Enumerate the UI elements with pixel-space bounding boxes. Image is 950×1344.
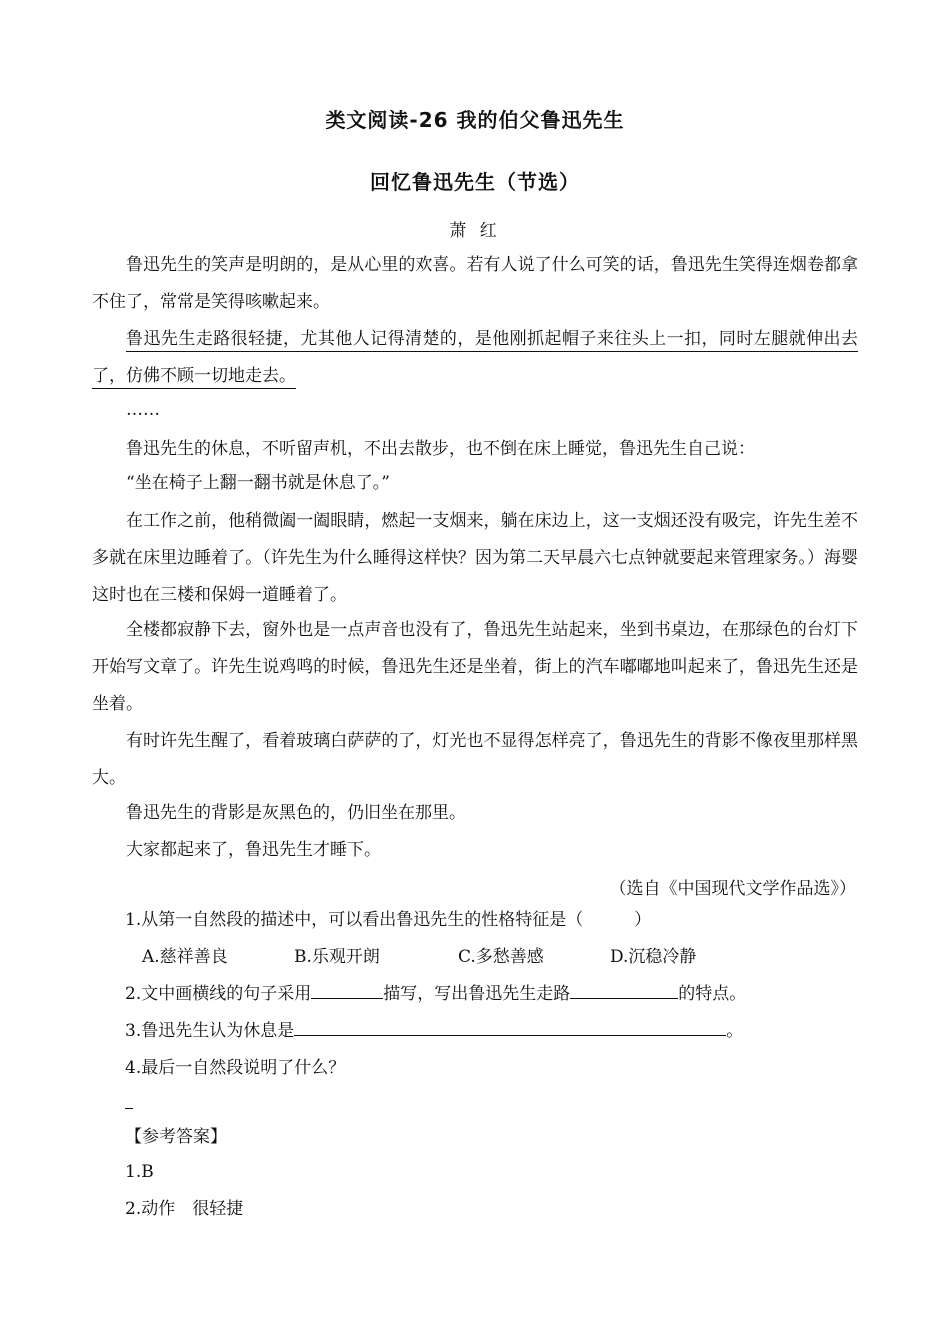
source-citation: （选自《中国现代文学作品选》）	[609, 879, 856, 899]
short-dash-mark	[125, 1098, 133, 1109]
paragraph-1: 鲁迅先生的笑声是明朗的，是从心里的欢喜。若有人说了什么可笑的话，鲁迅先生笑得连烟卷都拿不住了，常常是笑得咳嗽起来。	[92, 255, 858, 312]
option-c: C.多愁善感	[458, 947, 544, 967]
ellipsis: ……	[126, 400, 160, 420]
option-a: A.慈祥善良	[142, 947, 228, 967]
question-3-text-b: 。	[726, 1021, 744, 1041]
answer-1: 1.B	[125, 1162, 154, 1182]
paragraph-8: 大家都起来了，鲁迅先生才睡下。	[126, 840, 381, 860]
underlined-sentence: 鲁迅先生走路很轻捷，尤其他人记得清楚的，是他刚抓起帽子来往头上一扣，同时左腿就伸出去了，仿佛不顾一切地走去。	[92, 329, 858, 386]
answers-heading: 【参考答案】	[125, 1127, 227, 1147]
question-2-text-c: 的特点。	[678, 984, 747, 1004]
option-b: B.乐观开朗	[294, 947, 380, 967]
sub-title: 回忆鲁迅先生（节选）	[370, 170, 580, 194]
answer-2: 2.动作 很轻捷	[125, 1199, 244, 1219]
option-d: D.沉稳冷静	[610, 947, 697, 967]
author: 萧 红	[449, 221, 501, 241]
question-1: 1.从第一自然段的描述中，可以看出鲁迅先生的性格特征是（ ）	[125, 910, 652, 930]
answer-blank-2a	[311, 976, 383, 999]
main-title: 类文阅读-26 我的伯父鲁迅先生	[325, 108, 625, 132]
question-3-text-a: 3.鲁迅先生认为休息是	[125, 1021, 295, 1041]
paragraph-2-underlined	[92, 321, 858, 395]
question-2	[125, 976, 746, 1013]
paragraph-5: 全楼都寂静下去，窗外也是一点声音也没有了，鲁迅先生站起来，坐到书桌边，在那绿色的台灯下开始写文章了。许先生说鸡鸣的时候，鲁迅先生还是坐着，街上的汽车嘟嘟地叫起来了，鲁迅先生还是坐着。	[92, 620, 858, 714]
question-2-text-b: 描写，写出鲁迅先生走路	[383, 984, 571, 1004]
question-1-options	[142, 939, 696, 976]
answer-blank-2b	[570, 976, 678, 999]
paragraph-4: 在工作之前，他稍微阖一阖眼睛，燃起一支烟来，躺在床边上，这一支烟还没有吸完，许先生差不多就在床里边睡着了。（许先生为什么睡得这样快？因为第二天早晨六七点钟就要起来管理家务。）海婴这时也在三楼和保姆一道睡着了。	[92, 511, 858, 605]
paragraph-7: 鲁迅先生的背影是灰黑色的，仍旧坐在那里。	[126, 803, 466, 823]
paragraph-quote: “坐在椅子上翻一翻书就是休息了。”	[126, 473, 390, 493]
paragraph-6: 有时许先生醒了，看着玻璃白萨萨的了，灯光也不显得怎样亮了，鲁迅先生的背影不像夜里那样黑大。	[92, 731, 858, 788]
paragraph-3: 鲁迅先生的休息，不听留声机，不出去散步，也不倒在床上睡觉，鲁迅先生自己说：	[126, 439, 755, 459]
question-3	[125, 1013, 743, 1050]
question-2-text-a: 2.文中画横线的句子采用	[125, 984, 312, 1004]
answer-blank-3	[294, 1013, 726, 1036]
question-4: 4.最后一自然段说明了什么？	[125, 1058, 346, 1078]
